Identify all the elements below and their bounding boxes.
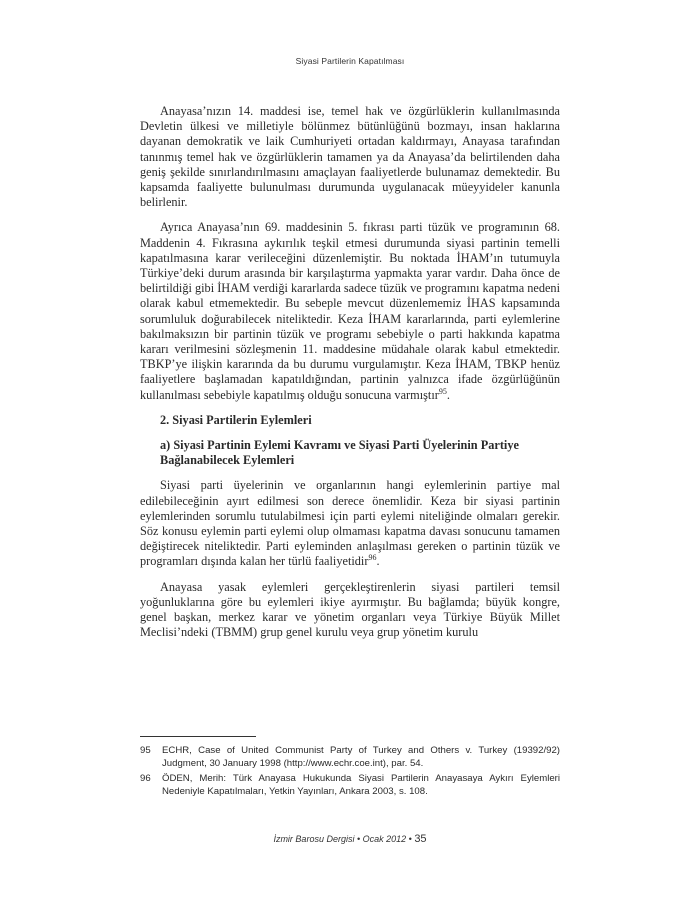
paragraph-text: Anayasa’nızın 14. maddesi ise, temel hak ve özgürlüklerin kullanılmasında Devletin ülkesi ve milletiyle bölünmez bütünlüğünü bozmayı, insan haklarına dayanan demokratik ve laik Cumhuriyeti ortadan kaldırmayı, Anayasa tarafından tanınmış temel hak ve özgürlüklerin tamamen ya da Anayasa’da belirtilenden daha geniş şekilde sınırlandırılmasını amaçlayan faaliyetlerde bulunamaz demektedir. Bu kapsamda faaliyette bulunulması durumunda uygulanacak müeyyideler kanunla belirlenir. [140, 104, 560, 210]
running-header: Siyasi Partilerin Kapatılması [295, 56, 405, 66]
paragraph-prohibited-acts [140, 580, 560, 641]
paragraph-tail: . [446, 387, 450, 402]
footnote-number: 95 [140, 745, 151, 756]
footnotes [140, 744, 560, 800]
journal-name: İzmir Barosu Dergisi • Ocak 2012 • [273, 834, 412, 844]
paragraph-tail: . [376, 554, 380, 569]
footnote-number: 96 [140, 773, 151, 784]
footnote-text: ECHR, Case of United Communist Party of Turkey and Others v. Turkey (19392/92) Judgment, 30 January 1998 (http://www.echr.coe.int), par. 54. [162, 745, 560, 769]
footnote-ref-96[interactable]: 96 [368, 553, 377, 563]
paragraph-text: Anayasa yasak eylemleri gerçekleştirenlerin siyasi partileri temsil yoğunluklarına göre bu eylemleri ikiye ayırmıştır. Bu bağlamda; büyük kongre, genel başkan, merkez karar ve yönetim organları veya Türkiye Büyük Millet Meclisi’ndeki (TBMM) grup genel kurulu veya grup yönetim kurulu [140, 579, 560, 640]
footnote-divider [140, 736, 256, 737]
page-number: 35 [414, 833, 427, 845]
footnote-ref-95[interactable]: 95 [438, 386, 447, 396]
paragraph-text: Ayrıca Anayasa’nın 69. maddesinin 5. fıkrası parti tüzük ve programının 68. Maddenin 4. Fıkrasına aykırılık teşkil etmesi durumunda siyasi partinin temelli kapatılmasına karar verileceğini düzenlemiştir. Bu noktada İHAM’ın tutumuyla Türkiye’deki durum arasında bir karşılaştırma yapmakta yarar vardır. Daha önce de belirtildiği gibi İHAM verdiği kararlarda sadece tüzük ve programını kapatma nedeni olarak kabul etmemektedir. Bu sebeple mevcut düzenlememiz İHAS kapsamında sorumluluk doğurabilecek niteliktedir. Keza İHAM kararlarında, parti eylemlerine bakılmaksızın bir partinin tüzük ve programı sebebiyle o parti hakkında kapatma kararı verilmesini sözleşmenin 11. maddesine müdahale olarak kabul etmektedir. TBKP’ye ilişkin kararında da bu durumu vurgulamıştır. Keza İHAM, TBKP henüz faaliyetlere başlamadan kapatıldığından, partinin yalnızca ifade özgürlüğünün kullanılması sebebiyle kapatılmış olduğu sonucuna varmıştır [140, 220, 560, 402]
paragraph-text: Siyasi parti üyelerinin ve organlarının hangi eylemlerinin partiye mal edilebileceğinin ayırt edilmesi son derece önemlidir. Keza bir siyasi partinin eylemlerinden sorumlu tutulabilmesi için parti eylemi niteliğinde olmaları gerekir. Söz konusu eylemin parti eylemi olup olmaması kapatma davası sonucunu tamamen değiştirecek niteliktedir. Parti eyleminden anlaşılması gereken o partinin tüzük ve programları dışında kalan her türlü faaliyetidir [140, 478, 560, 569]
paragraph-article-14 [140, 104, 560, 210]
section-heading: 2. Siyasi Partilerin Eylemleri [160, 412, 312, 427]
footnote-95 [140, 744, 560, 770]
running-footer [0, 833, 700, 845]
body-text [140, 104, 560, 651]
footnote-text: ÖDEN, Merih: Türk Anayasa Hukukunda Siyasi Partilerin Anayasaya Aykırı Eylemleri Nedeniyle Kapatılmaları, Yetkin Yayınları, Ankara 2003, s. 108. [162, 773, 560, 797]
subsection-heading: a) Siyasi Partinin Eylemi Kavramı ve Siyasi Parti Üyelerinin Partiye Bağlanabilecek Eylemleri [160, 438, 519, 468]
paragraph-article-69 [140, 220, 560, 402]
footnote-96 [140, 772, 560, 798]
paragraph-party-actions [140, 478, 560, 569]
